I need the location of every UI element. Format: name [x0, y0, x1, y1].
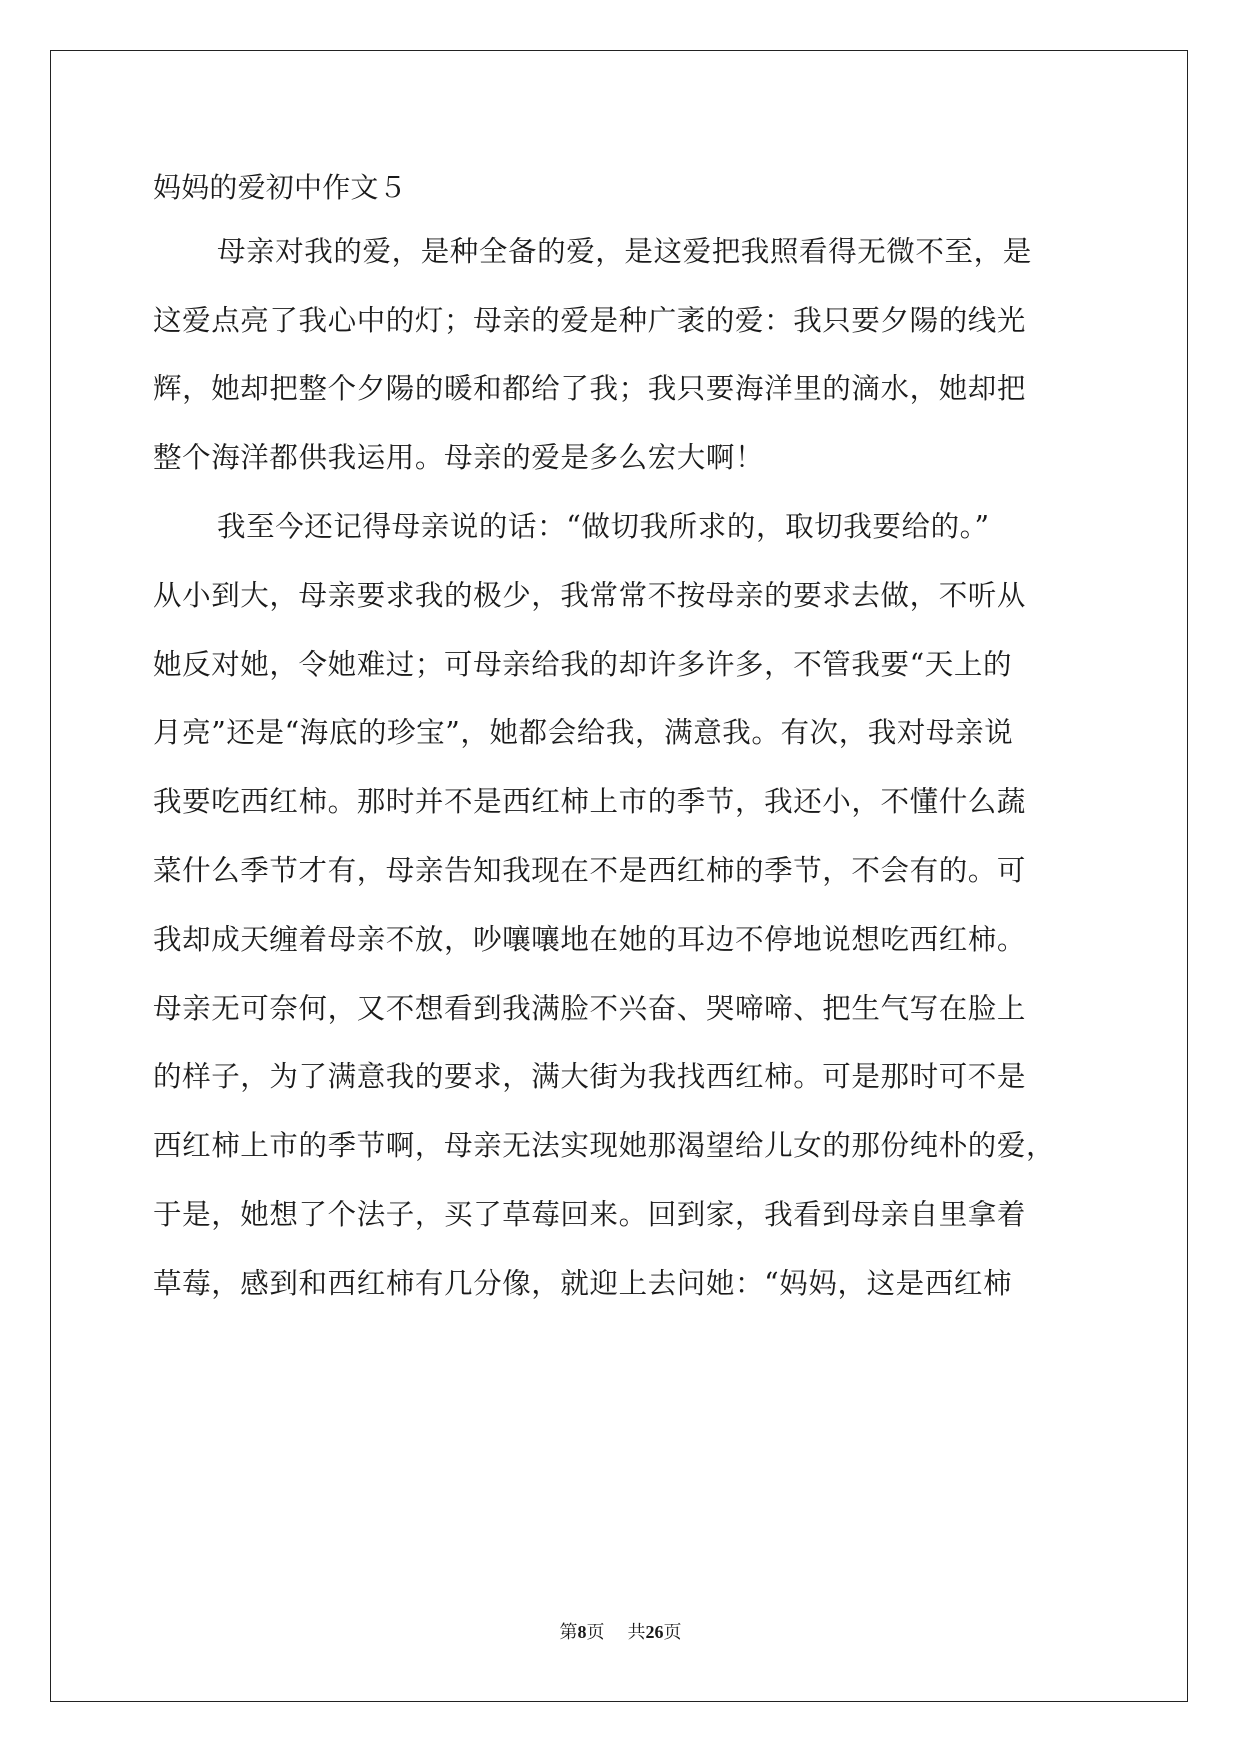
page-footer: [0, 1620, 1241, 1645]
text-line-8: 月亮”还是“海底的珍宝”，她都会给我，满意我。有次，我对母亲说: [153, 716, 1014, 749]
page-number: 8: [577, 1622, 587, 1642]
text-line-16: 草莓，感到和西红柿有几分像，就迎上去问她：“妈妈，这是西红柿: [153, 1267, 1013, 1300]
text-line-4: 整个海洋都供我运用。母亲的爱是多么宏大啊！: [153, 441, 765, 474]
text-line-2: 这爱点亮了我心中的灯；母亲的爱是种广袤的爱：我只要夕陽的线光: [153, 304, 1027, 337]
total-prefix: 共: [627, 1622, 646, 1643]
total-suffix: 页: [663, 1622, 682, 1643]
text-line-7: 她反对她，令她难过；可母亲给我的却许多许多，不管我要“天上的: [153, 648, 1013, 681]
text-line-14: 西红柿上市的季节啊，母亲无法实现她那渴望给儿女的那份纯朴的爱，: [153, 1129, 1056, 1162]
text-line-5: 我至今还记得母亲说的话：“做切我所求的，取切我要给的。”: [217, 510, 990, 543]
text-line-3: 辉，她却把整个夕陽的暖和都给了我；我只要海洋里的滴水，她却把: [153, 372, 1027, 405]
text-line-10: 菜什么季节才有，母亲告知我现在不是西红柿的季节，不会有的。可: [153, 854, 1027, 887]
text-line-12: 母亲无可奈何，又不想看到我满脸不兴奋、哭啼啼、把生气写在脸上: [153, 992, 1027, 1025]
text-line-13: 的样子，为了满意我的要求，满大街为我找西红柿。可是那时可不是: [153, 1060, 1027, 1093]
text-line-1: 母亲对我的爱，是种全备的爱，是这爱把我照看得无微不至，是: [217, 235, 1032, 268]
page-suffix: 页: [586, 1622, 605, 1643]
text-line-9: 我要吃西红柿。那时并不是西红柿上市的季节，我还小，不懂什么蔬: [153, 785, 1027, 818]
text-line-15: 于是，她想了个法子，买了草莓回来。回到家，我看到母亲自里拿着: [153, 1198, 1027, 1231]
total-pages: 26: [645, 1622, 664, 1642]
document-title: 妈妈的爱初中作文５: [153, 171, 407, 204]
page-prefix: 第: [559, 1622, 578, 1643]
text-line-11: 我却成天缠着母亲不放，吵嚷嚷地在她的耳边不停地说想吃西红柿。: [153, 923, 1027, 956]
text-line-6: 从小到大，母亲要求我的极少，我常常不按母亲的要求去做，不听从: [153, 579, 1027, 612]
